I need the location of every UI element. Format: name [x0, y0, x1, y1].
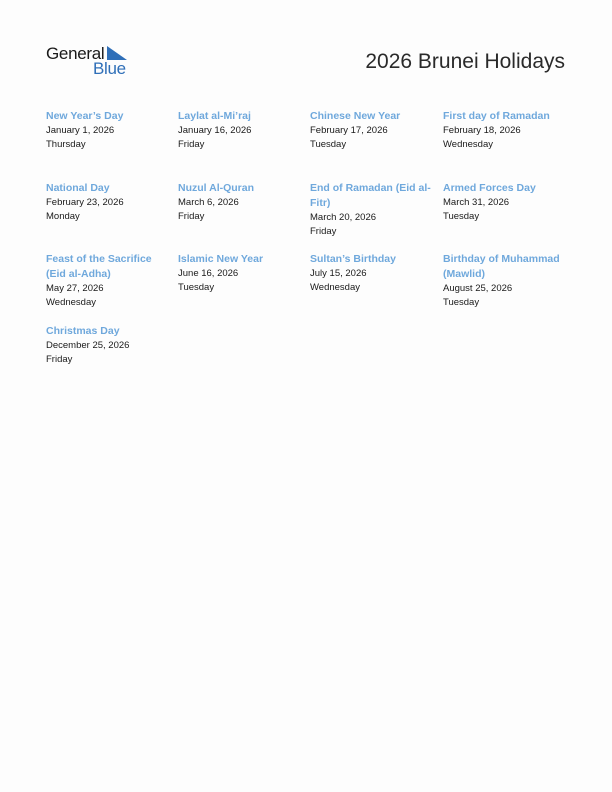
holiday-date: February 17, 2026 — [310, 125, 388, 136]
holiday-weekday: Tuesday — [443, 211, 480, 222]
holiday-name: Birthday of Muhammad (Mawlid) — [443, 253, 560, 280]
holiday-date: March 20, 2026 — [310, 212, 377, 223]
page-title: 2026 Brunei Holidays — [365, 50, 565, 73]
holiday-name: New Year’s Day — [46, 110, 124, 122]
holiday-weekday: Friday — [178, 211, 205, 222]
holiday-name: Chinese New Year — [310, 110, 401, 122]
holiday-date: May 27, 2026 — [46, 283, 104, 294]
holiday-weekday: Monday — [46, 211, 80, 222]
holiday-name: Nuzul Al-Quran — [178, 182, 255, 194]
holiday-name: Laylat al-Mi’raj — [178, 110, 251, 122]
holiday-name: First day of Ramadan — [443, 110, 550, 122]
logo — [46, 44, 136, 78]
holiday-date: January 16, 2026 — [178, 125, 252, 136]
holiday-entry — [310, 109, 436, 152]
holiday-name: Sultan’s Birthday — [310, 253, 396, 265]
holiday-date: August 25, 2026 — [443, 283, 513, 294]
logo-general-text: General — [46, 44, 105, 63]
holiday-entry — [46, 181, 172, 224]
holiday-date: February 18, 2026 — [443, 125, 521, 136]
logo-blue-text: Blue — [93, 59, 126, 78]
holiday-date: July 15, 2026 — [310, 268, 367, 279]
holiday-date: March 6, 2026 — [178, 197, 239, 208]
holiday-name: Armed Forces Day — [443, 182, 536, 194]
holiday-weekday: Tuesday — [443, 297, 480, 308]
holiday-name: Christmas Day — [46, 325, 120, 337]
holiday-entry — [310, 181, 436, 239]
holiday-weekday: Wednesday — [310, 282, 360, 293]
holiday-date: January 1, 2026 — [46, 125, 115, 136]
holiday-weekday: Tuesday — [178, 282, 215, 293]
holiday-date: February 23, 2026 — [46, 197, 124, 208]
holiday-entry — [443, 181, 569, 224]
holiday-name: Islamic New Year — [178, 253, 264, 265]
holiday-name: National Day — [46, 182, 110, 194]
holiday-weekday: Friday — [46, 354, 73, 365]
holiday-entry — [46, 109, 172, 152]
holiday-date: December 25, 2026 — [46, 340, 130, 351]
holiday-entry — [178, 109, 304, 152]
holiday-entry — [178, 252, 304, 295]
holiday-date: March 31, 2026 — [443, 197, 510, 208]
holiday-date: June 16, 2026 — [178, 268, 239, 279]
holiday-entry — [178, 181, 304, 224]
holiday-weekday: Wednesday — [443, 139, 493, 150]
holiday-name: Feast of the Sacrifice (Eid al-Adha) — [46, 253, 152, 280]
holiday-entry — [46, 252, 172, 310]
holiday-entry — [443, 109, 569, 152]
holiday-entry — [46, 324, 172, 367]
holiday-name: End of Ramadan (Eid al-Fitr) — [310, 182, 431, 209]
holiday-weekday: Thursday — [46, 139, 86, 150]
holiday-weekday: Wednesday — [46, 297, 96, 308]
logo-triangle-icon — [107, 46, 127, 60]
holiday-entry — [443, 252, 569, 310]
holiday-weekday: Tuesday — [310, 139, 347, 150]
holiday-entry — [310, 252, 436, 295]
holiday-weekday: Friday — [178, 139, 205, 150]
holiday-weekday: Friday — [310, 226, 337, 237]
